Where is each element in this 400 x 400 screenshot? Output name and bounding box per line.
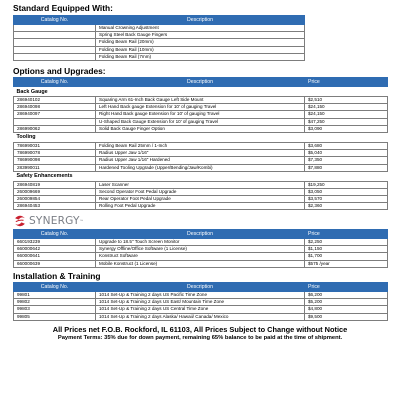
table-row — [14, 313, 388, 320]
table-row — [14, 32, 388, 39]
options-upgrades-table — [13, 77, 388, 210]
catalog-header: Catalog No. — [14, 283, 96, 292]
description-header: Description — [96, 230, 305, 239]
installation-training-title: Installation & Training — [13, 271, 101, 281]
footer-payment-terms: Payment Terms: 35% due for down payment, remaining 65% balance to be paid at the time of shipment. — [57, 335, 343, 341]
installation-table — [13, 282, 388, 321]
price-cell: $9,500 — [305, 313, 388, 320]
price-cell: $3,090 — [305, 125, 388, 132]
catalog-cell — [14, 118, 96, 125]
table-row — [14, 97, 388, 104]
blank-cell — [305, 46, 388, 53]
description-cell: Rolling Foot Pedal Upgrade — [96, 203, 305, 210]
price-cell: $1,150 — [305, 246, 388, 253]
standard-equipped-table — [13, 15, 388, 61]
catalog-header: Catalog No. — [14, 16, 96, 25]
options-table-body — [14, 87, 388, 210]
description-cell: Mobile Konstruct (1 License) — [96, 260, 305, 267]
price-cell: $3,680 — [305, 142, 388, 149]
table-row — [14, 253, 388, 260]
synergy-swirl-icon — [13, 214, 27, 228]
description-cell: Konstruct Software — [96, 253, 305, 260]
description-cell: Solid Back Gauge Finger Option — [96, 125, 305, 132]
description-cell: Hardened Tooling Upgrade (Upper/Bending/Jaw/Kombi) — [96, 164, 305, 171]
group-heading: Tooling — [14, 132, 388, 142]
description-cell: Radius Upper Jaw 1/16" Hardened — [96, 157, 305, 164]
standard-equipped-title: Standard Equipped With: — [13, 3, 113, 13]
description-header: Description — [96, 283, 305, 292]
description-cell: Squaring Arm 61-Inch Back Gauge Left Side Mount — [96, 97, 305, 104]
price-cell: $2,250 — [305, 239, 388, 246]
description-cell: U-Shaped Back Gauge Extension for 10' of gauging Travel — [96, 118, 305, 125]
price-cell: $6,200 — [305, 292, 388, 299]
group-heading-row — [14, 171, 388, 181]
catalog-cell: 260009854 — [14, 196, 96, 203]
group-heading-row — [14, 132, 388, 142]
table-row — [14, 53, 388, 60]
price-cell: $5,040 — [305, 150, 388, 157]
catalog-cell — [14, 39, 96, 46]
price-cell: $3,570 — [305, 196, 388, 203]
price-header: Price — [305, 78, 388, 87]
price-cell: $24,150 — [305, 111, 388, 118]
description-cell: Spring Steel Back Gauge Fingers — [96, 32, 305, 39]
table-row — [14, 25, 388, 32]
catalog-cell: 286990062 — [14, 125, 96, 132]
catalog-cell: 283990011 — [14, 164, 96, 171]
blank-cell — [305, 25, 388, 32]
blank-cell — [305, 39, 388, 46]
price-cell: $2,360 — [305, 203, 388, 210]
table-row — [14, 46, 388, 53]
table-row — [14, 111, 388, 118]
table-header-row — [14, 230, 388, 239]
blank-cell — [305, 53, 388, 60]
table-row — [14, 181, 388, 188]
table-row — [14, 157, 388, 164]
table-header-row — [14, 283, 388, 292]
price-cell: $47,250 — [305, 118, 388, 125]
description-cell: Rear Operator Foot Pedal Upgrade — [96, 196, 305, 203]
table-row — [14, 292, 388, 299]
catalog-cell — [14, 25, 96, 32]
description-cell: 1014 Set-Up & Training 2 days US Pacific Time Zone — [96, 292, 305, 299]
price-cell: $2,510 — [305, 97, 388, 104]
blank-cell — [305, 32, 388, 39]
price-header: Price — [305, 230, 388, 239]
catalog-cell: 286940102 — [14, 97, 96, 104]
table-row — [14, 246, 388, 253]
description-cell: 1014 Set-Up & Training 2 days US East/ Mountain Time Zone — [96, 299, 305, 306]
description-cell: Folding Beam Rail (20mm) — [96, 39, 305, 46]
table-row — [14, 188, 388, 195]
trademark-symbol: ™ — [79, 218, 84, 223]
description-cell: Manual Crowning Adjustment — [96, 25, 305, 32]
group-heading-row — [14, 87, 388, 97]
catalog-cell: 786990098 — [14, 157, 96, 164]
catalog-cell — [14, 46, 96, 53]
description-header: Description — [96, 78, 305, 87]
catalog-cell: 286940097 — [14, 111, 96, 118]
price-cell: $5,200 — [305, 299, 388, 306]
table-row — [14, 150, 388, 157]
catalog-header: Catalog No. — [14, 230, 96, 239]
table-row — [14, 125, 388, 132]
catalog-cell: 99803 — [14, 306, 96, 313]
installation-table-body — [14, 292, 388, 321]
table-row — [14, 260, 388, 267]
standard-table-body — [14, 25, 388, 61]
price-cell: $1,700 — [305, 253, 388, 260]
description-cell: Laser Scanner — [96, 181, 305, 188]
catalog-cell: 286940098 — [14, 104, 96, 111]
catalog-cell: 99802 — [14, 299, 96, 306]
price-cell: $575 /year — [305, 260, 388, 267]
catalog-cell — [14, 53, 96, 60]
description-cell: Folding Beam Rail (7mm) — [96, 53, 305, 60]
description-header: Description — [96, 16, 305, 25]
price-cell: $7,350 — [305, 157, 388, 164]
synergy-table-body — [14, 239, 388, 268]
description-cell: Second Operator Foot Pedal Upgrade — [96, 188, 305, 195]
catalog-cell: 786990031 — [14, 142, 96, 149]
table-row — [14, 142, 388, 149]
catalog-cell: 286940453 — [14, 203, 96, 210]
price-cell: $4,800 — [305, 306, 388, 313]
group-heading: Safety Enhancements — [14, 171, 388, 181]
description-cell: Left Hand Back gauge Extension for 10' of gauging Travel — [96, 104, 305, 111]
catalog-cell: 286940819 — [14, 181, 96, 188]
description-cell: Upgrade to 18.5" Touch Screen Monitor — [96, 239, 305, 246]
catalog-cell: 260009669 — [14, 188, 96, 195]
description-cell: Right Hand Back gauge Extension for 10' of gauging Travel — [96, 111, 305, 118]
table-row — [14, 239, 388, 246]
table-header-row — [14, 78, 388, 87]
synergy-wordmark: SYNERGY — [29, 214, 80, 227]
description-cell: Synergy Offline/Office Software (1 License) — [96, 246, 305, 253]
synergy-logo — [13, 213, 93, 228]
price-cell: $7,880 — [305, 164, 388, 171]
description-cell: Radius Upper Jaw 1/16" — [96, 150, 305, 157]
group-heading: Back Gauge — [14, 87, 388, 97]
table-row — [14, 104, 388, 111]
catalog-cell: 660000639 — [14, 260, 96, 267]
catalog-cell — [14, 32, 96, 39]
table-row — [14, 39, 388, 46]
price-header: Price — [305, 283, 388, 292]
catalog-cell: 660000641 — [14, 253, 96, 260]
table-header-row — [14, 16, 388, 25]
description-cell: Folding Beam Rail 25mm / 1-Inch — [96, 142, 305, 149]
empty-header — [305, 16, 388, 25]
catalog-cell: 660193239 — [14, 239, 96, 246]
table-row — [14, 196, 388, 203]
footer-prices-note: All Prices net F.O.B. Rockford, IL 61103, All Prices Subject to Change without Notice — [52, 325, 348, 334]
table-row — [14, 203, 388, 210]
catalog-cell: 99801 — [14, 292, 96, 299]
price-cell: $3,050 — [305, 188, 388, 195]
catalog-cell: 99805 — [14, 313, 96, 320]
table-row — [14, 118, 388, 125]
table-row — [14, 306, 388, 313]
synergy-table — [13, 229, 388, 268]
description-cell: 1014 Set-Up & Training 2 days Alaska/ Hawaii/ Canada/ Mexico — [96, 313, 305, 320]
table-row — [14, 164, 388, 171]
options-upgrades-title: Options and Upgrades: — [13, 66, 106, 76]
price-cell: $19,250 — [305, 181, 388, 188]
catalog-header: Catalog No. — [14, 78, 96, 87]
catalog-cell: 660000642 — [14, 246, 96, 253]
description-cell: 1014 Set-Up & Training 2 days US Central Time Zone — [96, 306, 305, 313]
price-cell: $24,150 — [305, 104, 388, 111]
catalog-cell: 786990078 — [14, 150, 96, 157]
description-cell: Folding Beam Rail (10mm) — [96, 46, 305, 53]
table-row — [14, 299, 388, 306]
